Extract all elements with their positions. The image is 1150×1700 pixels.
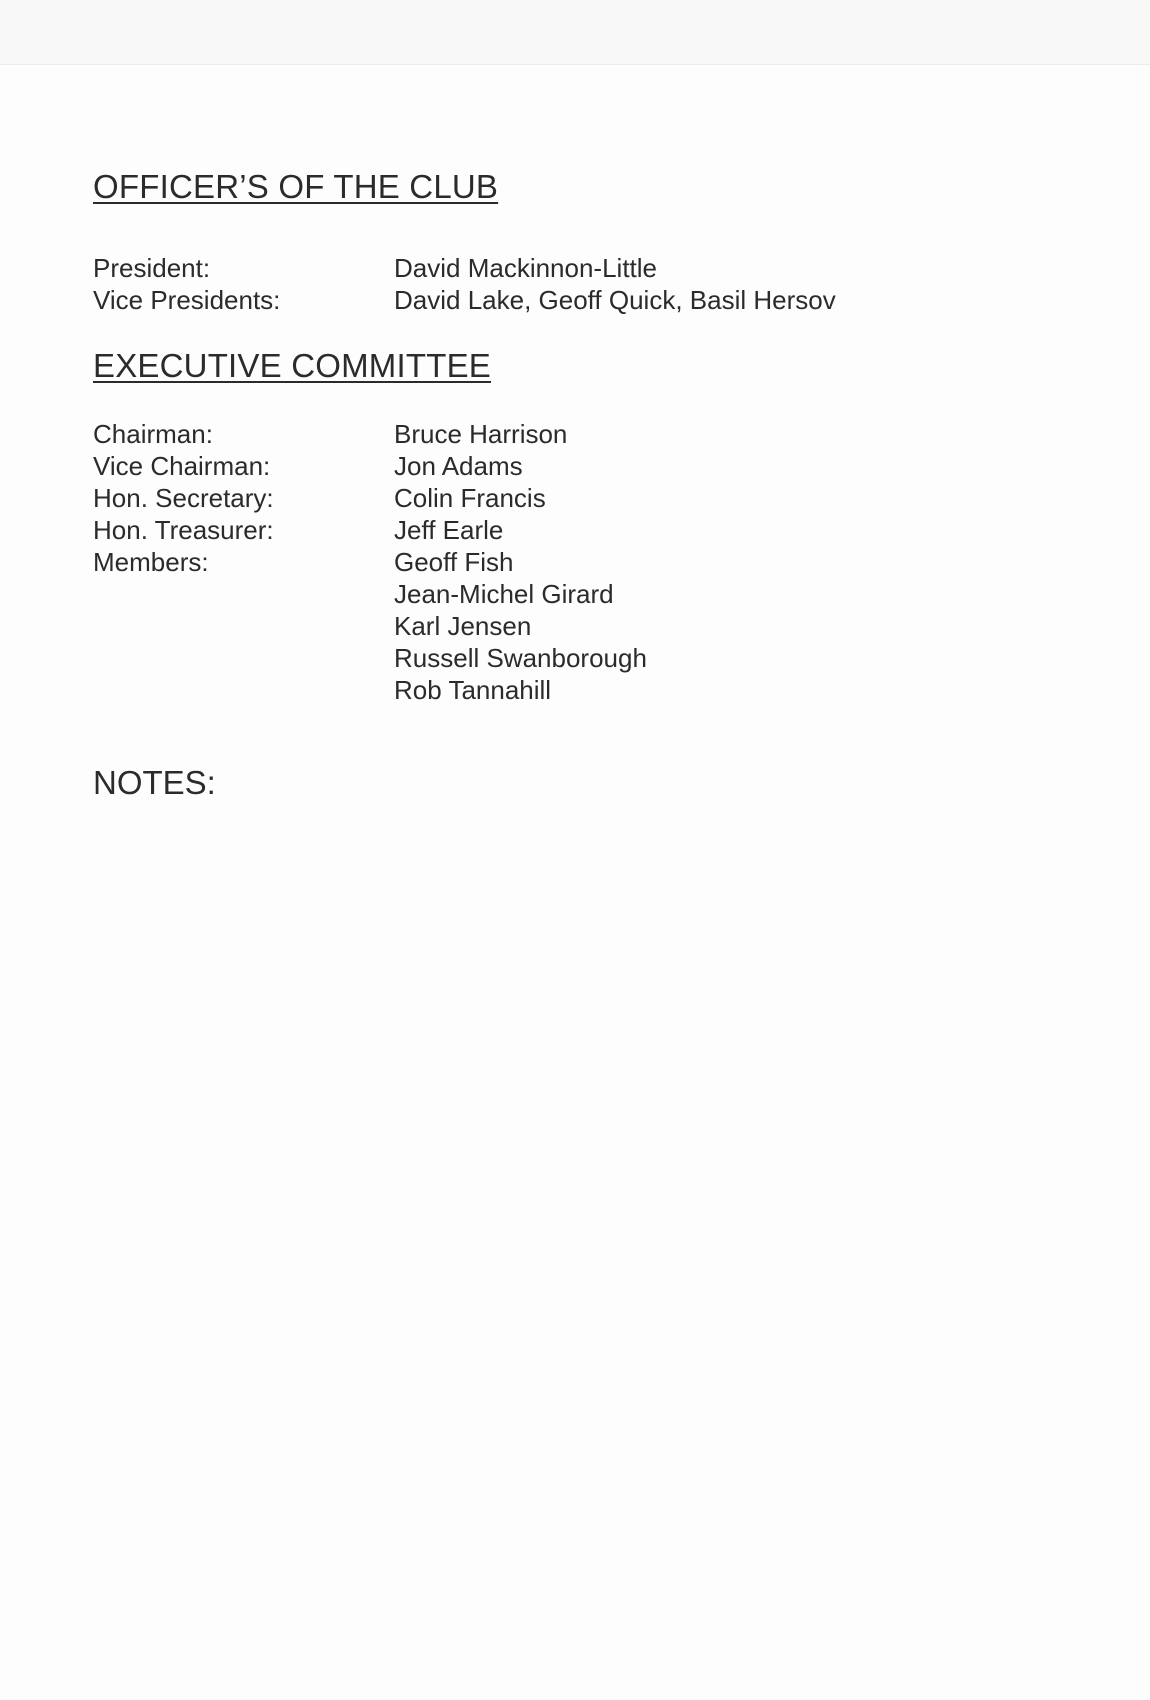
role-label [93, 674, 394, 706]
executive-committee-heading: EXECUTIVE COMMITTEE [93, 347, 491, 384]
role-label: Hon. Treasurer: [93, 515, 274, 545]
officer-row-vice-presidents [93, 284, 993, 316]
officers-heading: OFFICER’S OF THE CLUB [93, 168, 499, 205]
role-label [93, 610, 394, 642]
officers-roster [93, 252, 993, 316]
person-name: Jon Adams [394, 451, 523, 481]
person-name: Bruce Harrison [394, 419, 568, 449]
officer-row-president [93, 252, 993, 284]
person-name: Geoff Fish [394, 547, 514, 577]
committee-row-chairman [93, 418, 993, 450]
committee-row-treasurer [93, 514, 993, 546]
scan-top-margin [0, 0, 1150, 65]
role-label: President: [93, 253, 211, 283]
committee-row-secretary [93, 482, 993, 514]
committee-row-member [93, 674, 993, 706]
committee-row-member [93, 578, 993, 610]
committee-row-vice-chairman [93, 450, 993, 482]
committee-roster [93, 418, 993, 706]
notes-label: NOTES: [93, 764, 216, 801]
role-label: Vice Presidents: [93, 285, 281, 315]
role-label: Members: [93, 547, 209, 577]
person-name: Karl Jensen [394, 611, 532, 641]
person-name: Rob Tannahill [394, 675, 552, 705]
role-label: Chairman: [93, 419, 213, 449]
role-label: Vice Chairman: [93, 451, 271, 481]
role-label: Hon. Secretary: [93, 483, 274, 513]
person-name: Colin Francis [394, 483, 546, 513]
person-name: Russell Swanborough [394, 643, 647, 673]
committee-row-member [93, 610, 993, 642]
committee-row-member [93, 546, 993, 578]
person-name: David Mackinnon-Little [394, 253, 658, 283]
person-name: David Lake, Geoff Quick, Basil Hersov [394, 285, 836, 315]
role-label [93, 642, 394, 674]
person-name: Jeff Earle [394, 515, 504, 545]
committee-row-member [93, 642, 993, 674]
role-label [93, 578, 394, 610]
person-name: Jean-Michel Girard [394, 579, 614, 609]
